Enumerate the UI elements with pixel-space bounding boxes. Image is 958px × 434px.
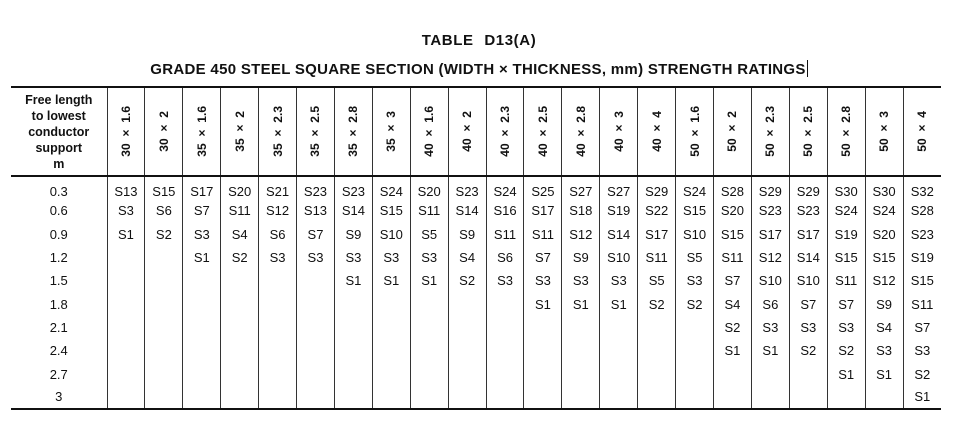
- section-label: 35 × 1.6: [194, 106, 209, 157]
- rating-cell: [297, 292, 335, 315]
- rating-cell: S15: [372, 199, 410, 222]
- rating-cell: S2: [221, 246, 259, 269]
- rating-cell: [297, 386, 335, 409]
- table-row: [11, 176, 941, 199]
- rating-cell: S3: [676, 269, 714, 292]
- rating-cell: S5: [638, 269, 676, 292]
- rating-cell: S11: [827, 269, 865, 292]
- section-label: 35 × 2.8: [346, 106, 361, 157]
- rating-cell: S4: [221, 223, 259, 246]
- section-label: 30 × 2: [156, 111, 171, 152]
- rating-cell: [486, 292, 524, 315]
- rating-cell: S18: [562, 199, 600, 222]
- rating-cell: [145, 386, 183, 409]
- rating-cell: S3: [486, 269, 524, 292]
- rating-cell: [714, 386, 752, 409]
- rating-cell: [562, 316, 600, 339]
- rating-cell: [107, 339, 145, 362]
- rating-cell: S20: [221, 176, 259, 199]
- rating-cell: S1: [372, 269, 410, 292]
- rating-cell: S2: [145, 223, 183, 246]
- header-line: Free length: [25, 92, 93, 107]
- rating-cell: S14: [334, 199, 372, 222]
- rating-cell: S14: [600, 223, 638, 246]
- rating-cell: [221, 269, 259, 292]
- rating-cell: S1: [865, 362, 903, 385]
- rating-cell: [221, 292, 259, 315]
- rating-cell: [107, 246, 145, 269]
- rating-cell: S3: [827, 316, 865, 339]
- free-length-cell: 0.6: [49, 203, 68, 219]
- rating-cell: S11: [221, 199, 259, 222]
- rating-cell: [524, 386, 562, 409]
- header-line: support: [35, 140, 83, 155]
- rating-cell: S20: [865, 223, 903, 246]
- rating-cell: [334, 386, 372, 409]
- rating-cell: S1: [562, 292, 600, 315]
- rating-cell: S9: [865, 292, 903, 315]
- rating-cell: S27: [562, 176, 600, 199]
- rating-cell: S10: [372, 223, 410, 246]
- section-header: [562, 87, 600, 176]
- section-header: [486, 87, 524, 176]
- rating-cell: S2: [714, 316, 752, 339]
- rating-cell: S3: [751, 316, 789, 339]
- rating-cell: [448, 316, 486, 339]
- rating-cell: S2: [789, 339, 827, 362]
- rating-cell: [448, 292, 486, 315]
- rating-cell: S15: [865, 246, 903, 269]
- rating-cell: S3: [410, 246, 448, 269]
- rating-cell: [562, 339, 600, 362]
- table-row: [11, 223, 941, 246]
- rating-cell: S3: [297, 246, 335, 269]
- strength-ratings-table: [11, 86, 941, 410]
- rating-cell: [524, 339, 562, 362]
- rating-cell: S20: [410, 176, 448, 199]
- rating-cell: [221, 316, 259, 339]
- rating-cell: S2: [676, 292, 714, 315]
- rating-cell: [334, 362, 372, 385]
- rating-cell: S1: [410, 269, 448, 292]
- rating-cell: S3: [903, 339, 941, 362]
- rating-cell: S5: [410, 223, 448, 246]
- section-header: [789, 87, 827, 176]
- rating-cell: S3: [600, 269, 638, 292]
- table-row: [11, 292, 941, 315]
- rating-cell: S14: [448, 199, 486, 222]
- rating-cell: S17: [638, 223, 676, 246]
- section-header: [221, 87, 259, 176]
- rating-cell: S3: [372, 246, 410, 269]
- rating-cell: S11: [486, 223, 524, 246]
- rating-cell: S6: [751, 292, 789, 315]
- rating-cell: S7: [183, 199, 221, 222]
- rating-cell: [676, 386, 714, 409]
- section-header: [903, 87, 941, 176]
- section-header: [865, 87, 903, 176]
- rating-cell: [221, 386, 259, 409]
- rating-cell: S1: [827, 362, 865, 385]
- section-label: 50 × 3: [877, 111, 892, 152]
- section-header: [638, 87, 676, 176]
- rating-cell: S12: [751, 246, 789, 269]
- rating-cell: S2: [827, 339, 865, 362]
- header-row: [11, 87, 941, 176]
- rating-cell: [638, 362, 676, 385]
- rating-cell: [107, 316, 145, 339]
- table-row: [11, 386, 941, 409]
- rating-cell: S17: [751, 223, 789, 246]
- rating-cell: S23: [334, 176, 372, 199]
- rating-cell: S3: [865, 339, 903, 362]
- free-length-cell: 2.1: [49, 319, 68, 335]
- section-header: [676, 87, 714, 176]
- rating-cell: [638, 386, 676, 409]
- rating-cell: [145, 362, 183, 385]
- rating-cell: [297, 362, 335, 385]
- rating-cell: [259, 362, 297, 385]
- rating-cell: [145, 316, 183, 339]
- rating-cell: [107, 269, 145, 292]
- rating-cell: [751, 386, 789, 409]
- section-header: [372, 87, 410, 176]
- rating-cell: S24: [486, 176, 524, 199]
- free-length-cell: 1.8: [49, 296, 68, 312]
- rating-cell: [486, 386, 524, 409]
- section-header: [297, 87, 335, 176]
- rating-cell: S22: [638, 199, 676, 222]
- section-label: 40 × 3: [611, 111, 626, 152]
- rating-cell: S29: [638, 176, 676, 199]
- section-header: [259, 87, 297, 176]
- rating-cell: S4: [865, 316, 903, 339]
- rating-cell: S7: [827, 292, 865, 315]
- table-row: [11, 362, 941, 385]
- rating-cell: [334, 292, 372, 315]
- rating-cell: S15: [676, 199, 714, 222]
- rating-cell: [676, 339, 714, 362]
- rating-cell: S12: [562, 223, 600, 246]
- free-length-cell: 0.3: [49, 183, 68, 199]
- rating-cell: [448, 386, 486, 409]
- rating-cell: S10: [676, 223, 714, 246]
- rating-cell: [486, 339, 524, 362]
- rating-cell: [562, 362, 600, 385]
- rating-cell: [676, 362, 714, 385]
- section-label: 35 × 2.5: [308, 106, 323, 157]
- rating-cell: S4: [714, 292, 752, 315]
- section-header: [827, 87, 865, 176]
- rating-cell: [183, 362, 221, 385]
- rating-cell: S1: [524, 292, 562, 315]
- rating-cell: [524, 362, 562, 385]
- rating-cell: [259, 339, 297, 362]
- rating-cell: [410, 386, 448, 409]
- section-label: 40 × 2: [460, 111, 475, 152]
- rating-cell: S11: [714, 246, 752, 269]
- rating-cell: [145, 292, 183, 315]
- rating-cell: S2: [638, 292, 676, 315]
- rating-cell: [334, 316, 372, 339]
- rating-cell: S21: [259, 176, 297, 199]
- rating-cell: S19: [600, 199, 638, 222]
- rating-cell: S1: [714, 339, 752, 362]
- rating-cell: [448, 362, 486, 385]
- section-label: 50 × 1.6: [687, 106, 702, 157]
- rating-cell: [372, 362, 410, 385]
- free-length-cell: 2.7: [49, 366, 68, 382]
- rating-cell: S1: [107, 223, 145, 246]
- rating-cell: [486, 362, 524, 385]
- free-length-cell: 1.2: [49, 250, 68, 266]
- rating-cell: [751, 362, 789, 385]
- rating-cell: [183, 316, 221, 339]
- section-label: 40 × 2.3: [498, 106, 513, 157]
- rating-cell: [297, 316, 335, 339]
- rating-cell: S1: [183, 246, 221, 269]
- rating-cell: S19: [827, 223, 865, 246]
- rating-cell: [676, 316, 714, 339]
- rating-cell: S19: [903, 246, 941, 269]
- rating-cell: S12: [865, 269, 903, 292]
- rating-cell: S24: [865, 199, 903, 222]
- rating-cell: S10: [600, 246, 638, 269]
- rating-cell: S13: [297, 199, 335, 222]
- rating-cell: S3: [789, 316, 827, 339]
- section-label: 50 × 2.3: [763, 106, 778, 157]
- header-line: conductor: [28, 124, 90, 139]
- table-row: [11, 316, 941, 339]
- rating-cell: S14: [789, 246, 827, 269]
- rating-cell: S28: [714, 176, 752, 199]
- rating-cell: [183, 386, 221, 409]
- rating-cell: S6: [486, 246, 524, 269]
- rating-cell: S15: [145, 176, 183, 199]
- rating-cell: [638, 339, 676, 362]
- rating-cell: S12: [259, 199, 297, 222]
- rating-cell: [107, 362, 145, 385]
- rating-cell: S3: [107, 199, 145, 222]
- rating-cell: [334, 339, 372, 362]
- rating-cell: [259, 316, 297, 339]
- rating-cell: [372, 316, 410, 339]
- rating-cell: [221, 362, 259, 385]
- rating-cell: S16: [486, 199, 524, 222]
- rating-cell: [714, 362, 752, 385]
- free-length-cell: 1.5: [49, 273, 68, 289]
- subtitle-text: GRADE 450 STEEL SQUARE SECTION (WIDTH × THICKNESS, mm) STRENGTH RATINGS: [150, 61, 806, 78]
- rating-cell: [183, 269, 221, 292]
- section-header: [183, 87, 221, 176]
- rating-cell: [259, 269, 297, 292]
- rating-cell: [410, 316, 448, 339]
- section-header: [448, 87, 486, 176]
- rating-cell: [297, 339, 335, 362]
- rating-cell: S23: [297, 176, 335, 199]
- rating-cell: [789, 362, 827, 385]
- section-label: 50 × 4: [915, 111, 930, 152]
- table-body: [11, 176, 941, 409]
- rating-cell: [259, 292, 297, 315]
- rating-cell: [297, 269, 335, 292]
- section-label: 40 × 2.8: [573, 106, 588, 157]
- rating-cell: S7: [524, 246, 562, 269]
- rating-cell: S3: [524, 269, 562, 292]
- rating-cell: [221, 339, 259, 362]
- rating-cell: S27: [600, 176, 638, 199]
- rating-cell: S24: [372, 176, 410, 199]
- rating-cell: S11: [410, 199, 448, 222]
- section-header: [145, 87, 183, 176]
- text-cursor: [807, 60, 808, 77]
- rating-cell: S30: [827, 176, 865, 199]
- table-subtitle: [0, 60, 958, 78]
- section-header: [524, 87, 562, 176]
- table-title: TABLE D13(A): [421, 32, 537, 49]
- section-label: 40 × 1.6: [422, 106, 437, 157]
- rating-cell: [183, 339, 221, 362]
- rating-cell: S15: [903, 269, 941, 292]
- rating-cell: S30: [865, 176, 903, 199]
- free-length-cell: 0.9: [49, 226, 68, 242]
- rating-cell: S10: [751, 269, 789, 292]
- section-label: 50 × 2: [725, 111, 740, 152]
- rating-cell: S6: [259, 223, 297, 246]
- rating-cell: S23: [903, 223, 941, 246]
- section-label: 35 × 2: [232, 111, 247, 152]
- section-label: 50 × 2.5: [801, 106, 816, 157]
- rating-cell: S3: [334, 246, 372, 269]
- rating-cell: S2: [448, 269, 486, 292]
- rating-cell: S11: [903, 292, 941, 315]
- header-line: to lowest: [31, 108, 86, 123]
- rating-cell: [183, 292, 221, 315]
- rating-cell: [410, 339, 448, 362]
- section-label: 40 × 4: [649, 111, 664, 152]
- rating-cell: S15: [714, 223, 752, 246]
- section-header: [751, 87, 789, 176]
- rating-cell: [372, 339, 410, 362]
- section-header: [410, 87, 448, 176]
- rating-cell: S13: [107, 176, 145, 199]
- table-row: [11, 339, 941, 362]
- rating-cell: S32: [903, 176, 941, 199]
- rating-cell: [562, 386, 600, 409]
- section-label: 35 × 3: [384, 111, 399, 152]
- rating-cell: S1: [334, 269, 372, 292]
- section-label: 30 × 1.6: [118, 106, 133, 157]
- free-length-cell: 3: [11, 386, 107, 409]
- rating-cell: [865, 386, 903, 409]
- rating-cell: S6: [145, 199, 183, 222]
- rating-cell: S15: [827, 246, 865, 269]
- rating-cell: [259, 386, 297, 409]
- rating-cell: S17: [789, 223, 827, 246]
- table-row: [11, 199, 941, 222]
- rating-cell: [524, 316, 562, 339]
- section-label: 35 × 2.3: [270, 106, 285, 157]
- rating-cell: [600, 339, 638, 362]
- rating-cell: S3: [259, 246, 297, 269]
- table-row: [11, 246, 941, 269]
- rating-cell: [145, 339, 183, 362]
- rating-cell: S25: [524, 176, 562, 199]
- rating-cell: [600, 362, 638, 385]
- section-label: 50 × 2.8: [839, 106, 854, 157]
- table-row: [11, 269, 941, 292]
- rating-cell: [145, 246, 183, 269]
- rating-cell: S17: [524, 199, 562, 222]
- rating-cell: S9: [334, 223, 372, 246]
- rating-cell: S29: [751, 176, 789, 199]
- rating-cell: [145, 269, 183, 292]
- rating-cell: S9: [562, 246, 600, 269]
- rating-cell: [827, 386, 865, 409]
- rating-cell: [789, 386, 827, 409]
- rating-cell: S3: [183, 223, 221, 246]
- rating-cell: S23: [751, 199, 789, 222]
- rating-cell: S7: [714, 269, 752, 292]
- rating-cell: S11: [638, 246, 676, 269]
- section-header: [334, 87, 372, 176]
- rating-cell: [107, 292, 145, 315]
- rating-cell: S1: [600, 292, 638, 315]
- rating-cell: S5: [676, 246, 714, 269]
- rating-cell: [448, 339, 486, 362]
- rating-cell: S2: [903, 362, 941, 385]
- rating-cell: [410, 292, 448, 315]
- rating-cell: [410, 362, 448, 385]
- rating-cell: [107, 386, 145, 409]
- rating-cell: S1: [751, 339, 789, 362]
- rating-cell: S23: [448, 176, 486, 199]
- section-header: [714, 87, 752, 176]
- rating-cell: S24: [676, 176, 714, 199]
- rating-cell: S1: [903, 386, 941, 409]
- rating-cell: [600, 316, 638, 339]
- rating-cell: [372, 292, 410, 315]
- section-label: 40 × 2.5: [535, 106, 550, 157]
- header-line: m: [53, 156, 65, 171]
- rating-cell: [638, 316, 676, 339]
- rating-cell: S10: [789, 269, 827, 292]
- rating-cell: S7: [903, 316, 941, 339]
- rating-cell: [372, 386, 410, 409]
- free-length-header: [11, 87, 107, 176]
- section-header: [600, 87, 638, 176]
- rating-cell: S7: [297, 223, 335, 246]
- rating-cell: S17: [183, 176, 221, 199]
- rating-cell: S9: [448, 223, 486, 246]
- free-length-cell: 2.4: [49, 343, 68, 359]
- rating-cell: S20: [714, 199, 752, 222]
- rating-cell: S24: [827, 199, 865, 222]
- rating-cell: [486, 316, 524, 339]
- rating-cell: S7: [789, 292, 827, 315]
- rating-cell: S4: [448, 246, 486, 269]
- rating-cell: S28: [903, 199, 941, 222]
- rating-cell: S3: [562, 269, 600, 292]
- section-header: [107, 87, 145, 176]
- rating-cell: S23: [789, 199, 827, 222]
- rating-cell: S29: [789, 176, 827, 199]
- rating-cell: [600, 386, 638, 409]
- rating-cell: S11: [524, 223, 562, 246]
